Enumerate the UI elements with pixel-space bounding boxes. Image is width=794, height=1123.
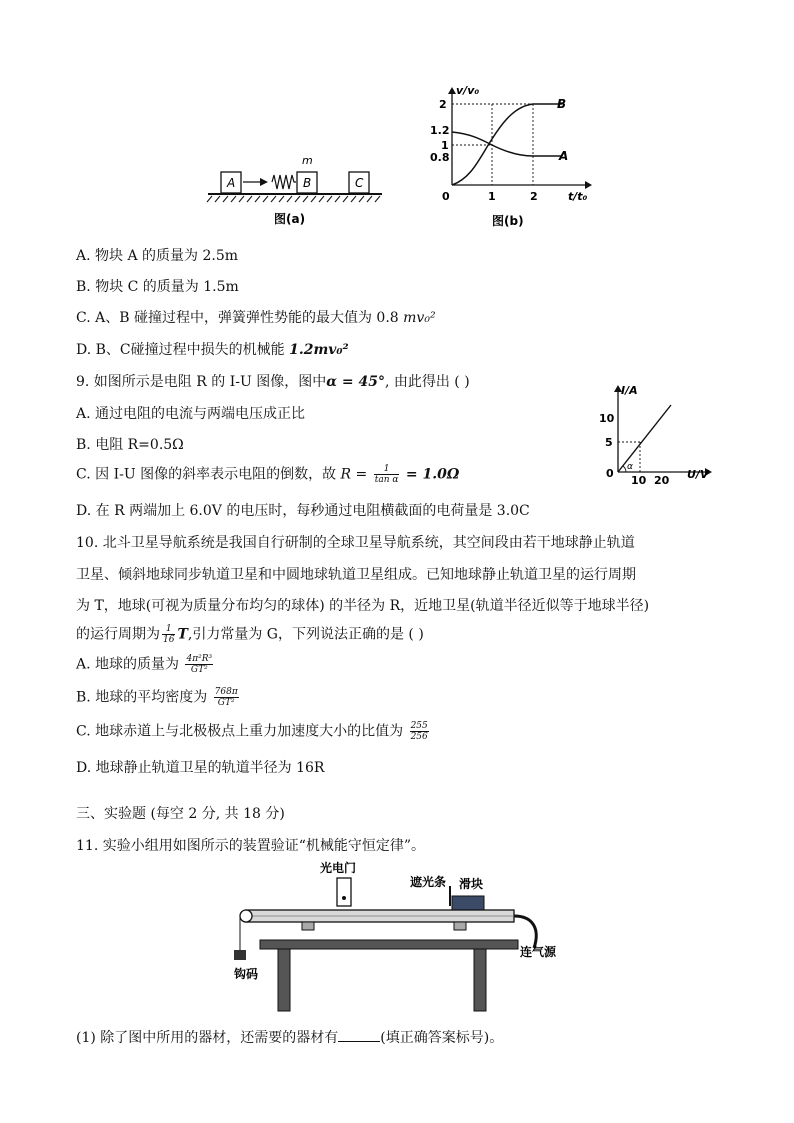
q9-stem [76, 372, 470, 392]
q10-option-a-text: A. 地球的质量为 [76, 656, 180, 673]
iu-angle-label: α [627, 462, 633, 472]
q10-period-num: 1 [162, 624, 175, 635]
iu-line [618, 405, 671, 472]
iu-ytick-5: 5 [605, 436, 613, 449]
q11-apparatus [228, 858, 578, 1018]
q9-option-c [76, 464, 459, 485]
curve-a-label: A [559, 149, 569, 163]
q10-option-d: D. 地球静止轨道卫星的轨道半径为 16R [76, 760, 325, 776]
label-shade-strip: 遮光条 [410, 875, 447, 889]
q10-line-4 [76, 624, 424, 645]
fig-b-x-axis-label: t/t₀ [568, 190, 588, 203]
q10-line-3: 为 T，地球(可视为质量分布均匀的球体) 的半径为 R，近地卫星(轨道半径近似等于地球半径) [76, 598, 650, 614]
mass-mark: m [302, 154, 313, 167]
q10-line-4-text: 的运行周期为 [76, 626, 160, 643]
iu-xtick-20: 20 [654, 474, 670, 485]
block-a-label: A [227, 176, 236, 190]
fig-b-tick-1: 1 [441, 139, 449, 152]
label-hook-weight: 钩码 [234, 967, 259, 981]
q10-line-4-end: ,引力常量为 G，下列说法正确的是 ( ) [187, 626, 424, 643]
q10-option-c-text: C. 地球赤道上与北极极点上重力加速度大小的比值为 [76, 723, 404, 740]
spring [272, 175, 296, 189]
iu-y-axis-label: I/A [621, 384, 638, 397]
q10-option-b-num: 768π [214, 687, 238, 697]
q9-option-b: B. 电阻 R=0.5Ω [76, 437, 184, 453]
q9-option-c-lhs: R = [340, 466, 368, 483]
q8-option-d-text: D. B、C碰撞过程中损失的机械能 [76, 342, 285, 358]
label-slider: 滑块 [459, 877, 484, 891]
q10-option-c-num: 255 [410, 721, 428, 731]
q10-option-b [76, 687, 241, 708]
curve-b-label: B [557, 97, 567, 111]
q8-option-d [76, 340, 349, 360]
fig-b-tick-1-2: 1.2 [430, 124, 450, 137]
q9-fraction-num: 1 [374, 464, 400, 475]
q10-option-a-den: GT² [190, 665, 208, 675]
fig-b-origin: 0 [442, 190, 450, 203]
q10-line-2: 卫星、倾斜地球同步轨道卫星和中圆地球轨道卫星组成。已知地球静止轨道卫星的运行周期 [76, 567, 636, 583]
q10-line-1: 10. 北斗卫星导航系统是我国自行研制的全球卫星导航系统，其空间段由若干地球静止轨道 [76, 535, 635, 551]
q8-option-b: B. 物块 C 的质量为 1.5m [76, 279, 239, 295]
figure-b [420, 82, 595, 232]
answer-blank[interactable] [338, 1027, 380, 1042]
q10-period-fraction [162, 624, 175, 645]
q11-sub-1-text: (1) 除了图中所用的器材，还需要的器材有 [76, 1030, 339, 1046]
q9-stem-text: 9. 如图所示是电阻 R 的 I-U 图像，图中 [76, 374, 327, 390]
block-b-label: B [303, 176, 312, 190]
q10-period-var: T [177, 626, 188, 643]
block-c-label: C [355, 176, 364, 190]
label-air-source: 连气源 [520, 945, 557, 959]
q10-period-den: 16 [163, 635, 175, 645]
q9-option-a: A. 通过电阻的电流与两端电压成正比 [76, 406, 306, 422]
hook-weight [234, 950, 246, 960]
q8-option-c-text: C. A、B 碰撞过程中，弹簧弹性势能的最大值为 0.8 [76, 310, 399, 326]
iu-origin: 0 [606, 467, 614, 480]
figure-b-caption: 图(b) [492, 214, 524, 228]
fig-b-y-axis-label: v/v₀ [456, 84, 480, 97]
q11-stem: 11. 实验小组用如图所示的装置验证“机械能守恒定律”。 [76, 838, 426, 854]
fig-b-xtick-2: 2 [530, 190, 538, 203]
q10-option-c [76, 721, 431, 742]
pulley [240, 910, 252, 922]
section-3-heading: 三、实验题 (每空 2 分, 共 18 分) [76, 806, 285, 822]
fig-b-tick-2: 2 [439, 98, 447, 111]
fig-b-tick-0-8: 0.8 [430, 151, 450, 164]
q9-option-c-rhs: = 1.0Ω [405, 466, 460, 483]
q10-option-b-text: B. 地球的平均密度为 [76, 689, 208, 706]
q9-option-c-text: C. 因 I-U 图像的斜率表示电阻的倒数，故 [76, 466, 337, 483]
q9-stem-expr: α = 45° [326, 374, 385, 390]
fig-b-xtick-1: 1 [488, 190, 496, 203]
q10-option-c-fraction [410, 721, 429, 742]
q10-option-a [76, 654, 215, 675]
label-photogate: 光电门 [320, 861, 357, 875]
photogate [337, 878, 351, 906]
q10-option-b-fraction [214, 687, 239, 708]
q9-fraction-den: tan α [374, 475, 399, 485]
curve-a [452, 132, 562, 156]
figure-a-caption: 图(a) [274, 212, 306, 226]
table-top [260, 940, 518, 949]
q10-option-a-fraction [185, 654, 213, 675]
q11-sub-1 [76, 1027, 503, 1048]
iu-xtick-10: 10 [631, 474, 647, 485]
iu-ytick-10: 10 [599, 412, 615, 425]
q9-option-d: D. 在 R 两端加上 6.0V 的电压时，每秒通过电阻横截面的电荷量是 3.0C [76, 503, 530, 519]
figure-a [200, 150, 390, 230]
q9-option-c-fraction [374, 464, 400, 485]
q8-option-d-expr: 1.2mv₀² [289, 342, 349, 358]
q8-option-c-expr: mv₀² [403, 310, 436, 326]
q10-option-b-den: GT² [217, 698, 235, 708]
q11-sub-1-end: (填正确答案标号)。 [380, 1030, 504, 1046]
curve-b [452, 104, 562, 185]
q10-option-c-den: 256 [410, 732, 428, 742]
iu-x-axis-label: U/V [687, 468, 709, 481]
q8-option-a: A. 物块 A 的质量为 2.5m [76, 248, 239, 264]
iu-graph [593, 380, 718, 485]
q9-stem-end: , 由此得出 ( ) [384, 374, 470, 390]
q10-option-a-num: 4π²R³ [186, 654, 213, 664]
q8-option-c [76, 308, 436, 328]
